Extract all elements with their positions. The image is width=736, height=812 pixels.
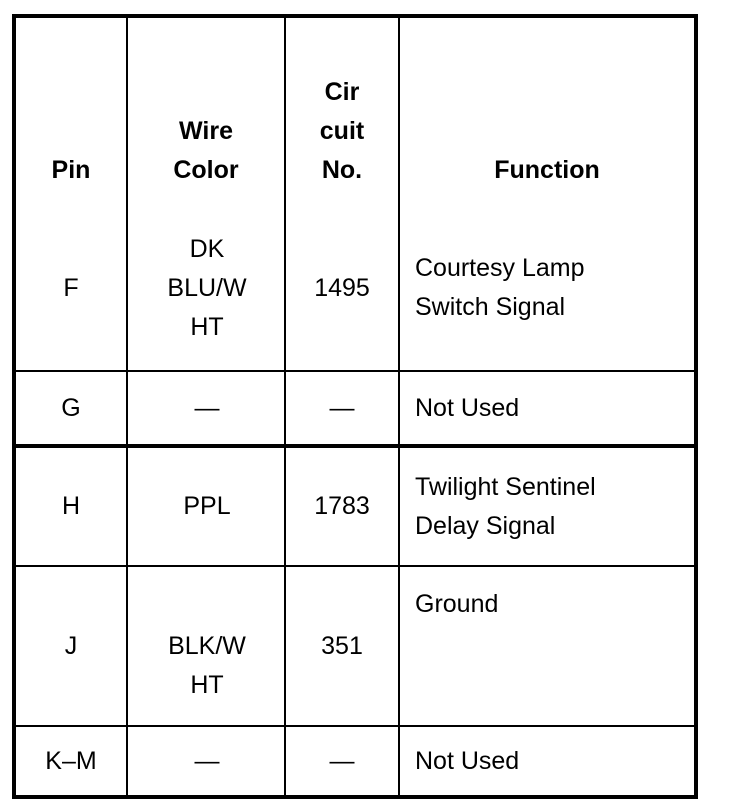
cell-function-line: Switch Signal — [415, 293, 566, 321]
cell-pin: J — [16, 566, 127, 726]
header-pin-line: Pin — [51, 156, 91, 184]
cell-circuit-no: 351 — [285, 566, 399, 726]
connector-pinout-table — [12, 14, 698, 799]
cell-wire-color — [127, 371, 285, 446]
cell-circuit-no: 1783 — [285, 446, 399, 566]
cell-wire-color-line: — — [194, 746, 220, 775]
header-circuit-no-line: Cir — [324, 78, 360, 106]
cell-function-line: Ground — [415, 590, 499, 618]
header-function — [399, 18, 694, 206]
header-circuit-no-line: cuit — [319, 117, 365, 145]
cell-function — [399, 566, 694, 726]
cell-pin: G — [16, 371, 127, 446]
cell-circuit-no: 1495 — [285, 206, 399, 371]
table-row — [16, 371, 694, 446]
cell-circuit-no: — — [285, 726, 399, 795]
table-row — [16, 726, 694, 795]
cell-function — [399, 446, 694, 566]
cell-function-line: Not Used — [415, 393, 520, 422]
cell-function-line: Courtesy Lamp — [415, 254, 585, 282]
cell-pin: K–M — [16, 726, 127, 795]
cell-wire-color — [127, 726, 285, 795]
header-circuit-no-line: No. — [321, 156, 363, 184]
cell-function — [399, 206, 694, 371]
header-circuit-no — [285, 18, 399, 206]
cell-wire-color-line: — — [194, 393, 220, 422]
cell-pin: H — [16, 446, 127, 566]
cell-wire-color-line: BLK/W — [168, 632, 246, 660]
table-row — [16, 206, 694, 371]
header-wire-color-line: Color — [173, 156, 239, 184]
cell-wire-color — [127, 566, 285, 726]
cell-wire-color-line: HT — [190, 671, 224, 699]
cell-wire-color — [127, 446, 285, 566]
cell-function — [399, 371, 694, 446]
header-pin — [16, 18, 127, 206]
cell-wire-color — [127, 206, 285, 371]
pinout-table — [16, 18, 694, 795]
cell-function — [399, 726, 694, 795]
cell-function-line: Delay Signal — [415, 511, 556, 540]
header-wire-color — [127, 18, 285, 206]
cell-wire-color-line: HT — [190, 312, 224, 341]
header-function-line: Function — [494, 156, 600, 184]
cell-function-line: Twilight Sentinel — [415, 472, 596, 501]
table-row — [16, 566, 694, 726]
header-row — [16, 18, 694, 206]
cell-wire-color-line: BLU/W — [167, 273, 247, 302]
cell-circuit-no: — — [285, 371, 399, 446]
header-wire-color-line: Wire — [179, 117, 233, 145]
cell-pin: F — [16, 206, 127, 371]
cell-function-line: Not Used — [415, 746, 520, 775]
table-row — [16, 446, 694, 566]
cell-wire-color-line: DK — [189, 234, 225, 263]
cell-wire-color-line: PPL — [183, 492, 231, 520]
